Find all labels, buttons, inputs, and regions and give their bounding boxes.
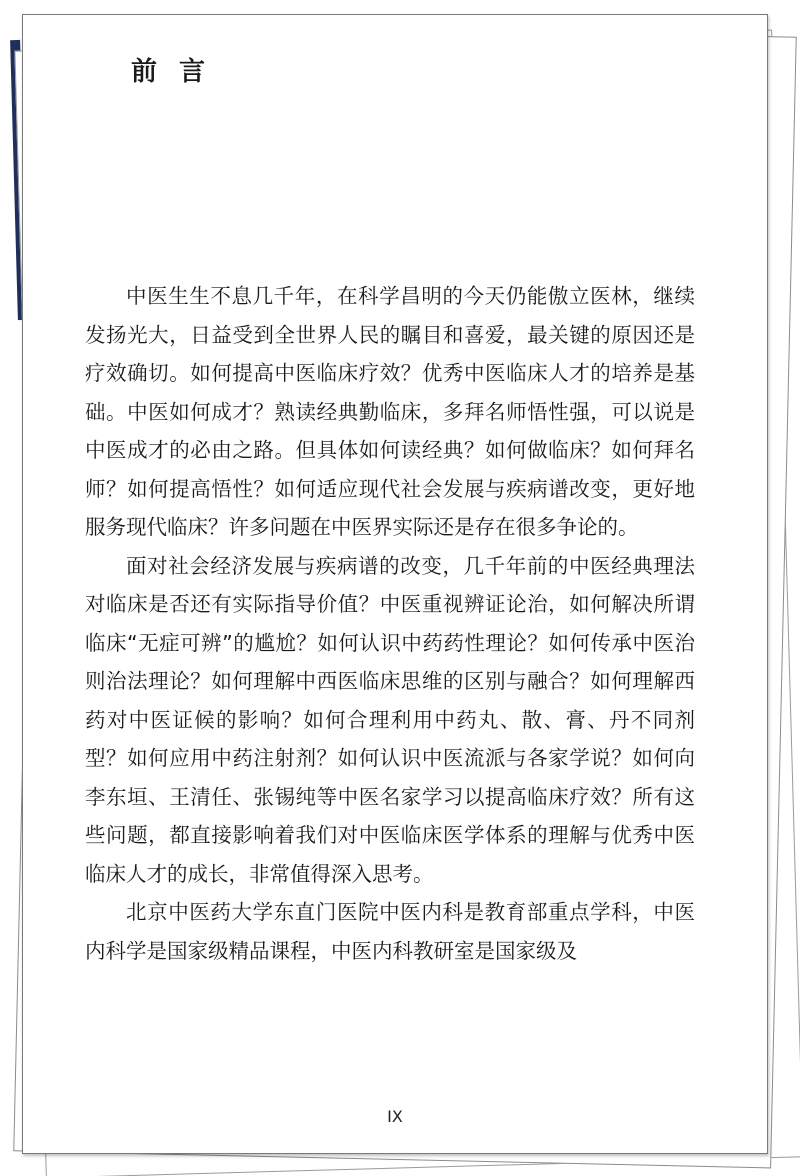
paragraph: 北京中医药大学东直门医院中医内科是教育部重点学科，中医内科学是国家级精品课程，中医内科教研室是国家级及	[85, 900, 695, 963]
page-number: IX	[387, 1107, 403, 1126]
page-title: 前言	[131, 57, 228, 87]
body-text	[85, 277, 695, 970]
paragraph: 中医生生不息几千年，在科学昌明的今天仍能傲立医林，继续发扬光大，日益受到全世界人民的瞩目和喜爱，最关键的原因还是疗效确切。如何提高中医临床疗效？优秀中医临床人才的培养是基础。中医如何成才？熟读经典勤临床，多拜名师悟性强，可以说是中医成才的必由之路。但具体如何读经典？如何做临床？如何拜名师？如何提高悟性？如何适应现代社会发展与疾病谱改变，更好地服务现代临床？许多问题在中医界实际还是存在很多争论的。	[85, 284, 695, 539]
document-page	[22, 14, 768, 1154]
paragraph: 面对社会经济发展与疾病谱的改变，几千年前的中医经典理法对临床是否还有实际指导价值？中医重视辨证论治，如何解决所谓临床“无症可辨”的尴尬？如何认识中药药性理论？如何传承中医治则治法理论？如何理解中西医临床思维的区别与融合？如何理解西药对中医证候的影响？如何合理利用中药丸、散、膏、丹不同剂型？如何应用中药注射剂？如何认识中医流派与各家学说？如何向李东垣、王清任、张锡纯等中医名家学习以提高临床疗效？所有这些问题，都直接影响着我们对中医临床医学体系的理解与优秀中医临床人才的成长，非常值得深入思考。	[85, 553, 695, 886]
